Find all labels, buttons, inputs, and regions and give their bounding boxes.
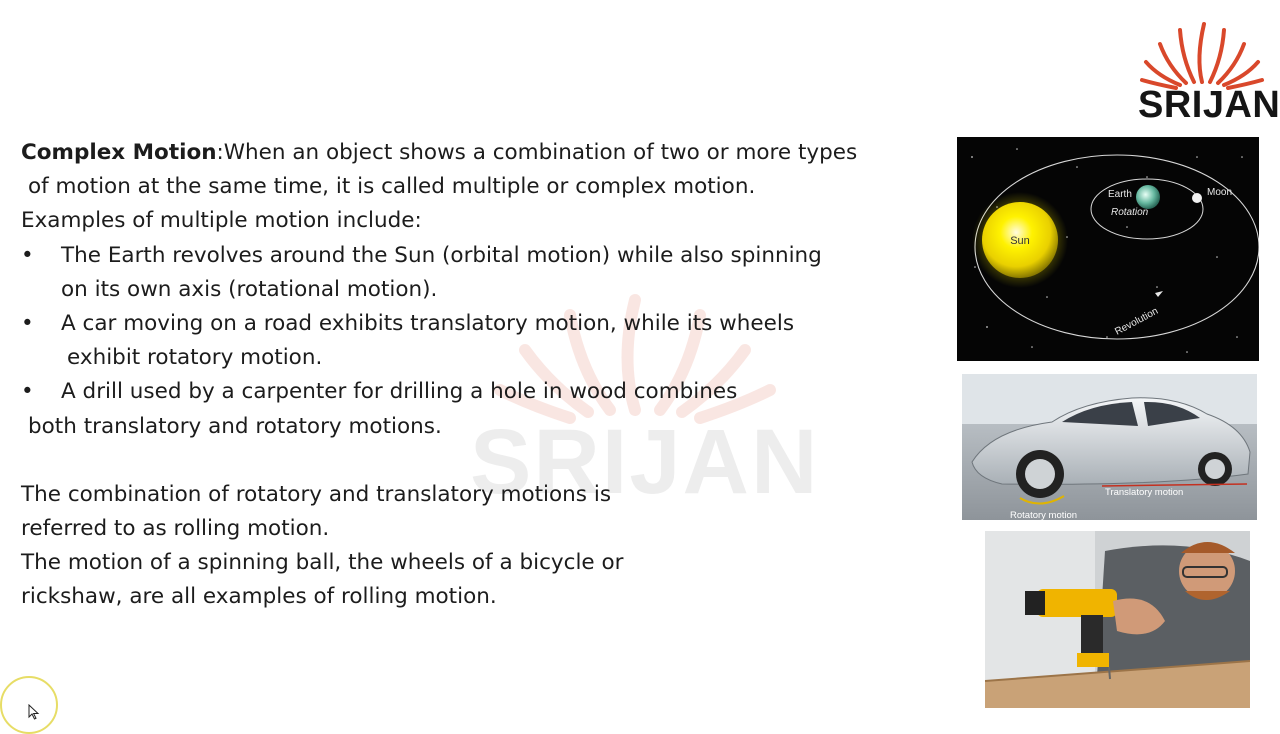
bullet-item — [21, 375, 941, 409]
srijan-logo — [1138, 18, 1280, 128]
logo-text: SRIJAN — [1138, 84, 1280, 126]
bullet-continuation: on its own axis (rotational motion). — [61, 276, 438, 302]
earth-label: Earth — [1108, 189, 1132, 200]
bullet-dot: • — [21, 242, 34, 268]
moon-label: Moon — [1207, 187, 1233, 198]
bullet-dot: • — [21, 379, 34, 405]
spacer — [21, 444, 941, 478]
bullet-text: A car moving on a road exhibits translatory motion, while its wheels — [61, 311, 795, 337]
revolution-label: Revolution — [1113, 305, 1161, 338]
translatory-motion-label: Translatory motion — [1105, 487, 1184, 498]
sun-label: Sun — [1010, 235, 1030, 247]
mouse-pointer-icon — [28, 704, 40, 720]
logo-sun-icon — [1138, 18, 1266, 90]
car-image — [962, 374, 1257, 520]
bullet-continuation: both translatory and rotatory motions. — [28, 413, 442, 439]
bullet-item — [21, 307, 941, 341]
bullet-item — [21, 239, 941, 273]
intro-line-1: :When an object shows a combination of two or more types — [216, 140, 858, 165]
solar-system-image — [957, 137, 1259, 361]
bullet-dot: • — [21, 311, 34, 337]
intro-line-2: of motion at the same time, it is called multiple or complex motion. — [28, 174, 756, 200]
rotation-label: Rotation — [1111, 207, 1149, 218]
intro-paragraph — [21, 136, 941, 170]
examples-heading: Examples of multiple motion include: — [21, 208, 422, 234]
bullet-text: A drill used by a carpenter for drilling a hole in wood combines — [61, 379, 738, 405]
rolling-line-1: The combination of rotatory and translatory motions is — [21, 481, 612, 507]
watermark-text: SRIJAN — [470, 411, 820, 513]
rotatory-motion-label: Rotatory motion — [1010, 510, 1078, 520]
slide-content — [21, 136, 941, 615]
heading-complex-motion: Complex Motion — [21, 140, 217, 165]
rolling-examples-line-1: The motion of a spinning ball, the wheels of a bicycle or — [21, 550, 624, 576]
rolling-examples-line-2: rickshaw, are all examples of rolling motion. — [21, 584, 497, 610]
bullet-text: The Earth revolves around the Sun (orbital motion) while also spinning — [61, 242, 822, 268]
bullet-continuation: exhibit rotatory motion. — [67, 345, 323, 371]
drill-image — [985, 531, 1250, 708]
rolling-line-2: referred to as rolling motion. — [21, 516, 330, 542]
